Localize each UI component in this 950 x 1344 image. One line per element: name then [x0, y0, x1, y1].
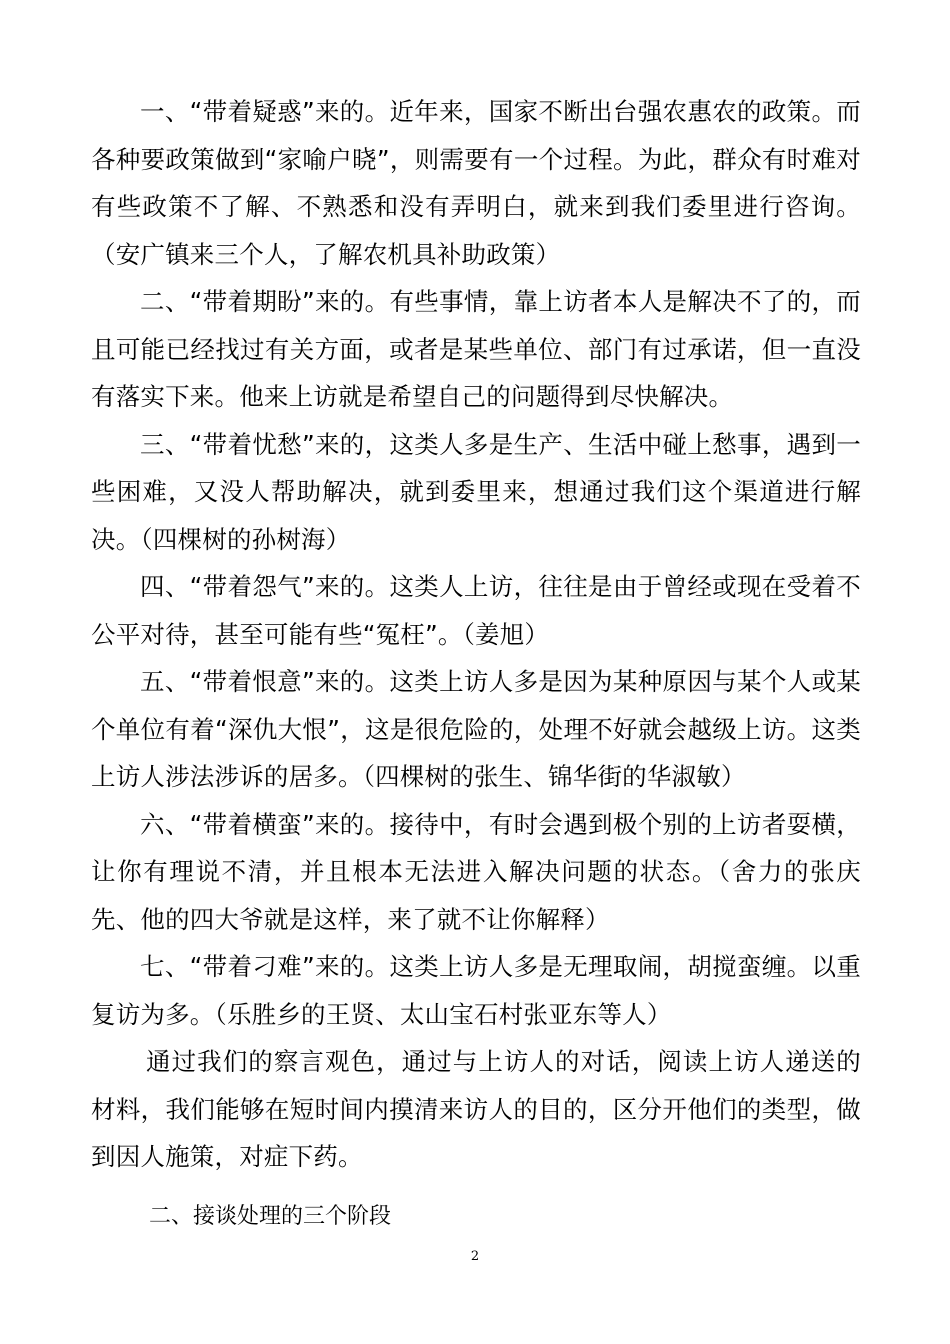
paragraph-doubt: 一、“带着疑惑”来的。近年来，国家不断出台强农惠农的政策。而各种要政策做到“家喻户晓”，则需要有一个过程。为此，群众有时难对有些政策不了解、不熟悉和没有弄明白，就来到我们委里进行咨询。（安广镇来三个人，了解农机具补助政策）	[91, 97, 861, 269]
paragraph-resentment: 五、“带着恨意”来的。这类上访人多是因为某种原因与某个人或某个单位有着“深仇大恨”，这是很危险的，处理不好就会越级上访。这类上访人涉法涉诉的居多。（四棵树的张生、锦华街的华淑敏）	[91, 667, 861, 791]
paragraph-worry: 三、“带着忧愁”来的，这类人多是生产、生活中碰上愁事，遇到一些困难，又没人帮助解决，就到委里来，想通过我们这个渠道进行解决。（四棵树的孙树海）	[91, 429, 861, 554]
paragraph-unreasonable: 六、“带着横蛮”来的。接待中，有时会遇到极个别的上访者耍横，让你有理说不清，并且根本无法进入解决问题的状态。（舍力的张庆先、他的四大爷就是这样，来了就不让你解释）	[91, 809, 861, 934]
section-heading: 二、接谈处理的三个阶段	[149, 1203, 392, 1229]
paragraph-summary: 通过我们的察言观色，通过与上访人的对话，阅读上访人递送的材料，我们能够在短时间内摸清来访人的目的，区分开他们的类型，做到因人施策，对症下药。	[91, 1047, 861, 1171]
paragraph-grievance: 四、“带着怨气”来的。这类人上访，往往是由于曾经或现在受着不公平对待，甚至可能有些“冤枉”。（姜旭）	[91, 572, 861, 649]
paragraph-troublemaking: 七、“带着刁难”来的。这类上访人多是无理取闹，胡搅蛮缠。以重复访为多。（乐胜乡的王贤、太山宝石村张亚东等人）	[91, 952, 861, 1029]
document-body	[91, 88, 861, 1240]
paragraph-hope: 二、“带着期盼”来的。有些事情，靠上访者本人是解决不了的，而且可能已经找过有关方面，或者是某些单位、部门有过承诺，但一直没有落实下来。他来上访就是希望自己的问题得到尽快解决。	[91, 287, 861, 411]
page-number: 2	[470, 1249, 480, 1264]
